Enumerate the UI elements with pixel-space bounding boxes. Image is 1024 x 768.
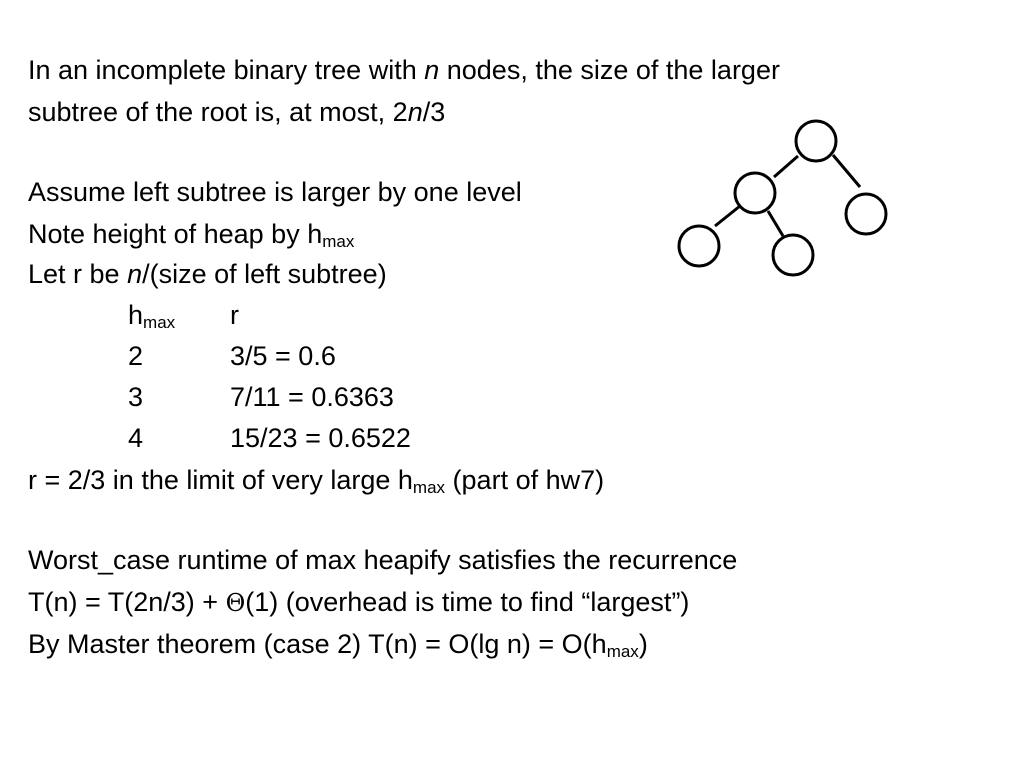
let-prefix: Let r be bbox=[28, 259, 128, 289]
theta-symbol: Θ bbox=[225, 589, 246, 617]
tree-node-left-right-leaf bbox=[773, 235, 813, 275]
intro-suffix: nodes, the size of the larger bbox=[439, 55, 780, 85]
recurrence-suffix: (1) (overhead is time to find “largest”) bbox=[245, 587, 690, 617]
tree-node-right-child bbox=[846, 194, 886, 234]
table-header-h-text: h bbox=[128, 300, 144, 330]
tree-edge-left-leftleaf bbox=[715, 206, 740, 226]
limit-sub: max bbox=[412, 478, 446, 497]
table-cell-r: 7/11 = 0.6363 bbox=[230, 382, 394, 412]
tree-edge-left-rightleaf bbox=[768, 211, 783, 236]
master-sub: max bbox=[606, 642, 639, 661]
table-cell-h: 3 bbox=[128, 382, 144, 412]
recurrence-line bbox=[28, 586, 689, 619]
note-text: Note height of heap by h bbox=[28, 219, 323, 249]
intro-line2-n: n bbox=[407, 97, 423, 127]
intro-n: n bbox=[424, 55, 440, 85]
limit-suffix: (part of hw7) bbox=[445, 465, 605, 495]
let-suffix: /(size of left subtree) bbox=[142, 259, 387, 289]
tree-edge-root-left bbox=[774, 156, 798, 177]
table-header-h-sub: max bbox=[143, 313, 176, 332]
intro-line2-suffix: /3 bbox=[422, 97, 446, 127]
let-line bbox=[28, 258, 387, 290]
tree-node-root bbox=[796, 121, 836, 161]
table-cell-h: 4 bbox=[128, 423, 144, 453]
intro-line-2 bbox=[28, 96, 445, 128]
note-line bbox=[28, 218, 354, 250]
tree-node-left-left-leaf bbox=[679, 226, 719, 266]
worst-case-line: Worst_case runtime of max heapify satisfies the recurrence bbox=[28, 545, 738, 575]
table-header-r: r bbox=[230, 300, 239, 330]
master-suffix: ) bbox=[638, 629, 648, 659]
master-theorem-line bbox=[28, 628, 648, 660]
note-sub: max bbox=[322, 232, 355, 251]
tree-node-left-child bbox=[735, 173, 775, 213]
limit-prefix: r = 2/3 in the limit of very large h bbox=[28, 465, 413, 495]
intro-prefix: In an incomplete binary tree with bbox=[28, 55, 425, 85]
intro-line2-prefix: subtree of the root is, at most, 2 bbox=[28, 97, 408, 127]
recurrence-prefix: T(n) = T(2n/3) + bbox=[28, 587, 226, 617]
table-cell-h: 2 bbox=[128, 341, 144, 371]
tree-edge-root-right bbox=[833, 155, 860, 187]
assume-line: Assume left subtree is larger by one level bbox=[28, 177, 522, 207]
binary-tree-diagram bbox=[670, 112, 900, 282]
let-n: n bbox=[127, 259, 143, 289]
table-cell-r: 3/5 = 0.6 bbox=[230, 341, 336, 371]
intro-line-1 bbox=[28, 54, 780, 86]
master-prefix: By Master theorem (case 2) T(n) = O(lg n) = O(h bbox=[28, 629, 607, 659]
limit-line bbox=[28, 464, 604, 496]
table-header-h bbox=[128, 299, 175, 331]
table-cell-r: 15/23 = 0.6522 bbox=[230, 423, 411, 453]
